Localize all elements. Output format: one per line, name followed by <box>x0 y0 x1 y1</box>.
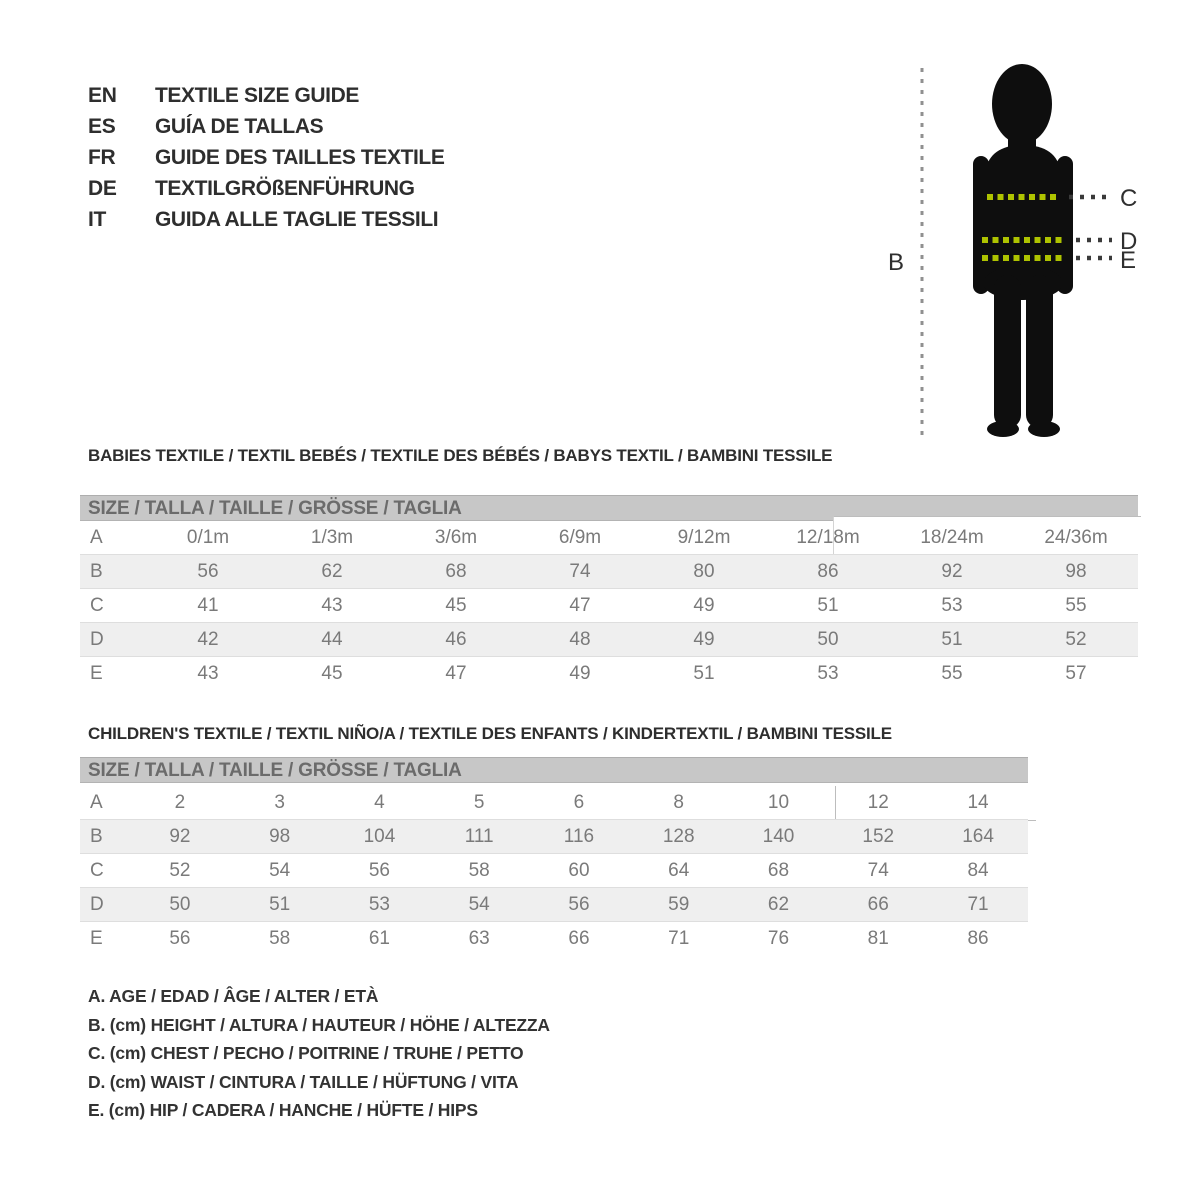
table-cell: 3/6m <box>434 526 478 548</box>
legend-line: D. (cm) WAIST / CINTURA / TAILLE / HÜFTUNG / VITA <box>88 1071 519 1092</box>
row-label: C <box>90 859 104 881</box>
table-cell: 98 <box>1065 560 1087 582</box>
table-cell: 6 <box>573 791 585 813</box>
table-cell: 128 <box>662 825 695 847</box>
height-label: B <box>888 249 905 276</box>
language-code: FR <box>88 145 116 169</box>
table-cell: 86 <box>817 560 839 582</box>
table-cell: 51 <box>693 662 715 684</box>
table-cell: 51 <box>941 628 963 650</box>
table-cell: 84 <box>967 859 989 881</box>
language-row <box>88 204 444 235</box>
row-label: A <box>90 526 103 548</box>
language-code: ES <box>88 114 116 138</box>
table-cell: 53 <box>817 662 839 684</box>
table-cell: 60 <box>568 859 590 881</box>
row-label: D <box>90 893 104 915</box>
table-cell: 41 <box>197 594 219 616</box>
table-cell: 52 <box>1065 628 1087 650</box>
table-cell: 71 <box>668 927 690 949</box>
table-cell: 6/9m <box>558 526 602 548</box>
legend-line: A. AGE / EDAD / ÂGE / ALTER / ETÀ <box>88 986 379 1006</box>
children-size-header: SIZE / TALLA / TAILLE / GRÖSSE / TAGLIA <box>80 757 1028 783</box>
table-cell: 44 <box>321 628 343 650</box>
table-row-B <box>80 820 1028 854</box>
language-guide-title: GUIDE DES TAILLES TEXTILE <box>155 145 445 169</box>
table-cell: 43 <box>321 594 343 616</box>
language-guide-title: TEXTILE SIZE GUIDE <box>155 83 359 107</box>
babies-size-header: SIZE / TALLA / TAILLE / GRÖSSE / TAGLIA <box>80 495 1138 521</box>
table-cell: 12 <box>867 791 889 813</box>
language-code: DE <box>88 176 117 200</box>
table-cell: 50 <box>817 628 839 650</box>
waist-label: D <box>1120 228 1138 255</box>
language-row <box>88 142 444 173</box>
table-cell: 62 <box>321 560 343 582</box>
table-cell: 80 <box>693 560 715 582</box>
table-cell: 56 <box>568 893 590 915</box>
table-cell: 0/1m <box>186 526 230 548</box>
table-cell: 47 <box>445 662 467 684</box>
language-row <box>88 80 444 111</box>
table-cell: 51 <box>269 893 291 915</box>
language-row <box>88 111 444 142</box>
table-cell: 66 <box>568 927 590 949</box>
table-cell: 47 <box>569 594 591 616</box>
language-guide-title: GUÍA DE TALLAS <box>155 114 324 138</box>
table-cell: 45 <box>321 662 343 684</box>
language-guide-title: GUIDA ALLE TAGLIE TESSILI <box>155 207 439 231</box>
table-cell: 152 <box>862 825 895 847</box>
table-cell: 1/3m <box>310 526 354 548</box>
table-cell: 57 <box>1065 662 1087 684</box>
language-guide-title: TEXTILGRÖßENFÜHRUNG <box>155 176 415 200</box>
table-row-D <box>80 888 1028 922</box>
table-cell: 55 <box>941 662 963 684</box>
table-cell: 18/24m <box>920 526 984 548</box>
table-cell: 53 <box>368 893 390 915</box>
table-cell: 49 <box>569 662 591 684</box>
chest-label: C <box>1120 185 1138 212</box>
table-row-B <box>80 555 1138 589</box>
row-label: E <box>90 927 103 949</box>
table-cell: 71 <box>967 893 989 915</box>
table-cell: 164 <box>962 825 994 847</box>
table-cell: 12/18m <box>796 526 860 548</box>
table-cell: 58 <box>468 859 490 881</box>
language-title-list <box>88 80 444 235</box>
table-cell: 53 <box>941 594 963 616</box>
row-label: D <box>90 628 104 650</box>
table-cell: 4 <box>374 791 385 813</box>
table-cell: 55 <box>1065 594 1087 616</box>
table-cell: 81 <box>867 927 889 949</box>
measurement-legend <box>88 982 550 1125</box>
legend-line: C. (cm) CHEST / PECHO / POITRINE / TRUHE / PETTO <box>88 1043 524 1063</box>
table-cell: 56 <box>197 560 219 582</box>
table-cell: 3 <box>274 791 285 813</box>
table-cell: 63 <box>468 927 490 949</box>
table-cell: 116 <box>563 825 595 847</box>
legend-line: E. (cm) HIP / CADERA / HANCHE / HÜFTE / HIPS <box>88 1100 478 1120</box>
row-label: B <box>90 560 103 582</box>
table-cell: 68 <box>767 859 790 881</box>
child-measurement-figure <box>880 50 1150 450</box>
babies-section-title: BABIES TEXTILE / TEXTIL BEBÉS / TEXTILE DES BÉBÉS / BABYS TEXTIL / BAMBINI TESSILE <box>88 446 833 465</box>
language-code: EN <box>88 83 117 107</box>
table-cell: 92 <box>169 825 191 847</box>
table-cell: 14 <box>967 791 989 813</box>
row-label: C <box>90 594 104 616</box>
table-cell: 86 <box>967 927 989 949</box>
table-cell: 42 <box>197 628 219 650</box>
table-row-C <box>80 589 1138 623</box>
children-section-title: CHILDREN'S TEXTILE / TEXTIL NIÑO/A / TEXTILE DES ENFANTS / KINDERTEXTIL / BAMBINI TESSILE <box>88 724 892 743</box>
table-cell: 46 <box>445 628 467 650</box>
table-cell: 76 <box>767 927 790 949</box>
table-cell: 59 <box>668 893 690 915</box>
babies-size-table <box>80 521 1138 690</box>
child-silhouette-icon <box>973 64 1073 437</box>
children-size-table <box>80 786 1028 955</box>
table-cell: 49 <box>693 628 715 650</box>
table-cell: 43 <box>197 662 219 684</box>
table-cell: 66 <box>867 893 889 915</box>
table-cell: 92 <box>941 560 963 582</box>
table-cell: 140 <box>762 825 795 847</box>
table-cell: 49 <box>693 594 715 616</box>
table-cell: 48 <box>569 628 591 650</box>
row-label: E <box>90 662 103 684</box>
row-label: B <box>90 825 103 847</box>
table-cell: 68 <box>445 560 467 582</box>
table-row-A <box>80 786 1028 820</box>
table-cell: 56 <box>169 927 191 949</box>
table-cell: 2 <box>174 791 186 813</box>
table-cell: 98 <box>269 825 291 847</box>
table-cell: 54 <box>468 893 490 915</box>
table-cell: 54 <box>269 859 291 881</box>
table-cell: 50 <box>169 893 191 915</box>
table-cell: 104 <box>363 825 396 847</box>
table-cell: 56 <box>368 859 390 881</box>
legend-line: B. (cm) HEIGHT / ALTURA / HAUTEUR / HÖHE / ALTEZZA <box>88 1014 550 1035</box>
table-cell: 74 <box>569 560 591 582</box>
table-row-D <box>80 623 1138 657</box>
language-code: IT <box>88 207 107 231</box>
table-cell: 51 <box>817 594 839 616</box>
table-cell: 45 <box>445 594 467 616</box>
table-row-A <box>80 521 1138 555</box>
table-cell: 52 <box>169 859 191 881</box>
row-label: A <box>90 791 103 813</box>
language-row <box>88 173 444 204</box>
table-cell: 74 <box>867 859 889 881</box>
hip-label: E <box>1120 247 1137 274</box>
table-cell: 64 <box>668 859 690 881</box>
table-row-C <box>80 854 1028 888</box>
table-cell: 111 <box>464 825 494 847</box>
table-cell: 10 <box>767 791 790 813</box>
table-cell: 58 <box>269 927 291 949</box>
table-cell: 8 <box>673 791 684 813</box>
table-cell: 61 <box>368 927 390 949</box>
table-cell: 5 <box>473 791 485 813</box>
table-cell: 24/36m <box>1044 526 1108 548</box>
table-cell: 62 <box>767 893 790 915</box>
table-cell: 9/12m <box>677 526 731 548</box>
table-row-E <box>80 657 1138 691</box>
table-row-E <box>80 922 1028 956</box>
